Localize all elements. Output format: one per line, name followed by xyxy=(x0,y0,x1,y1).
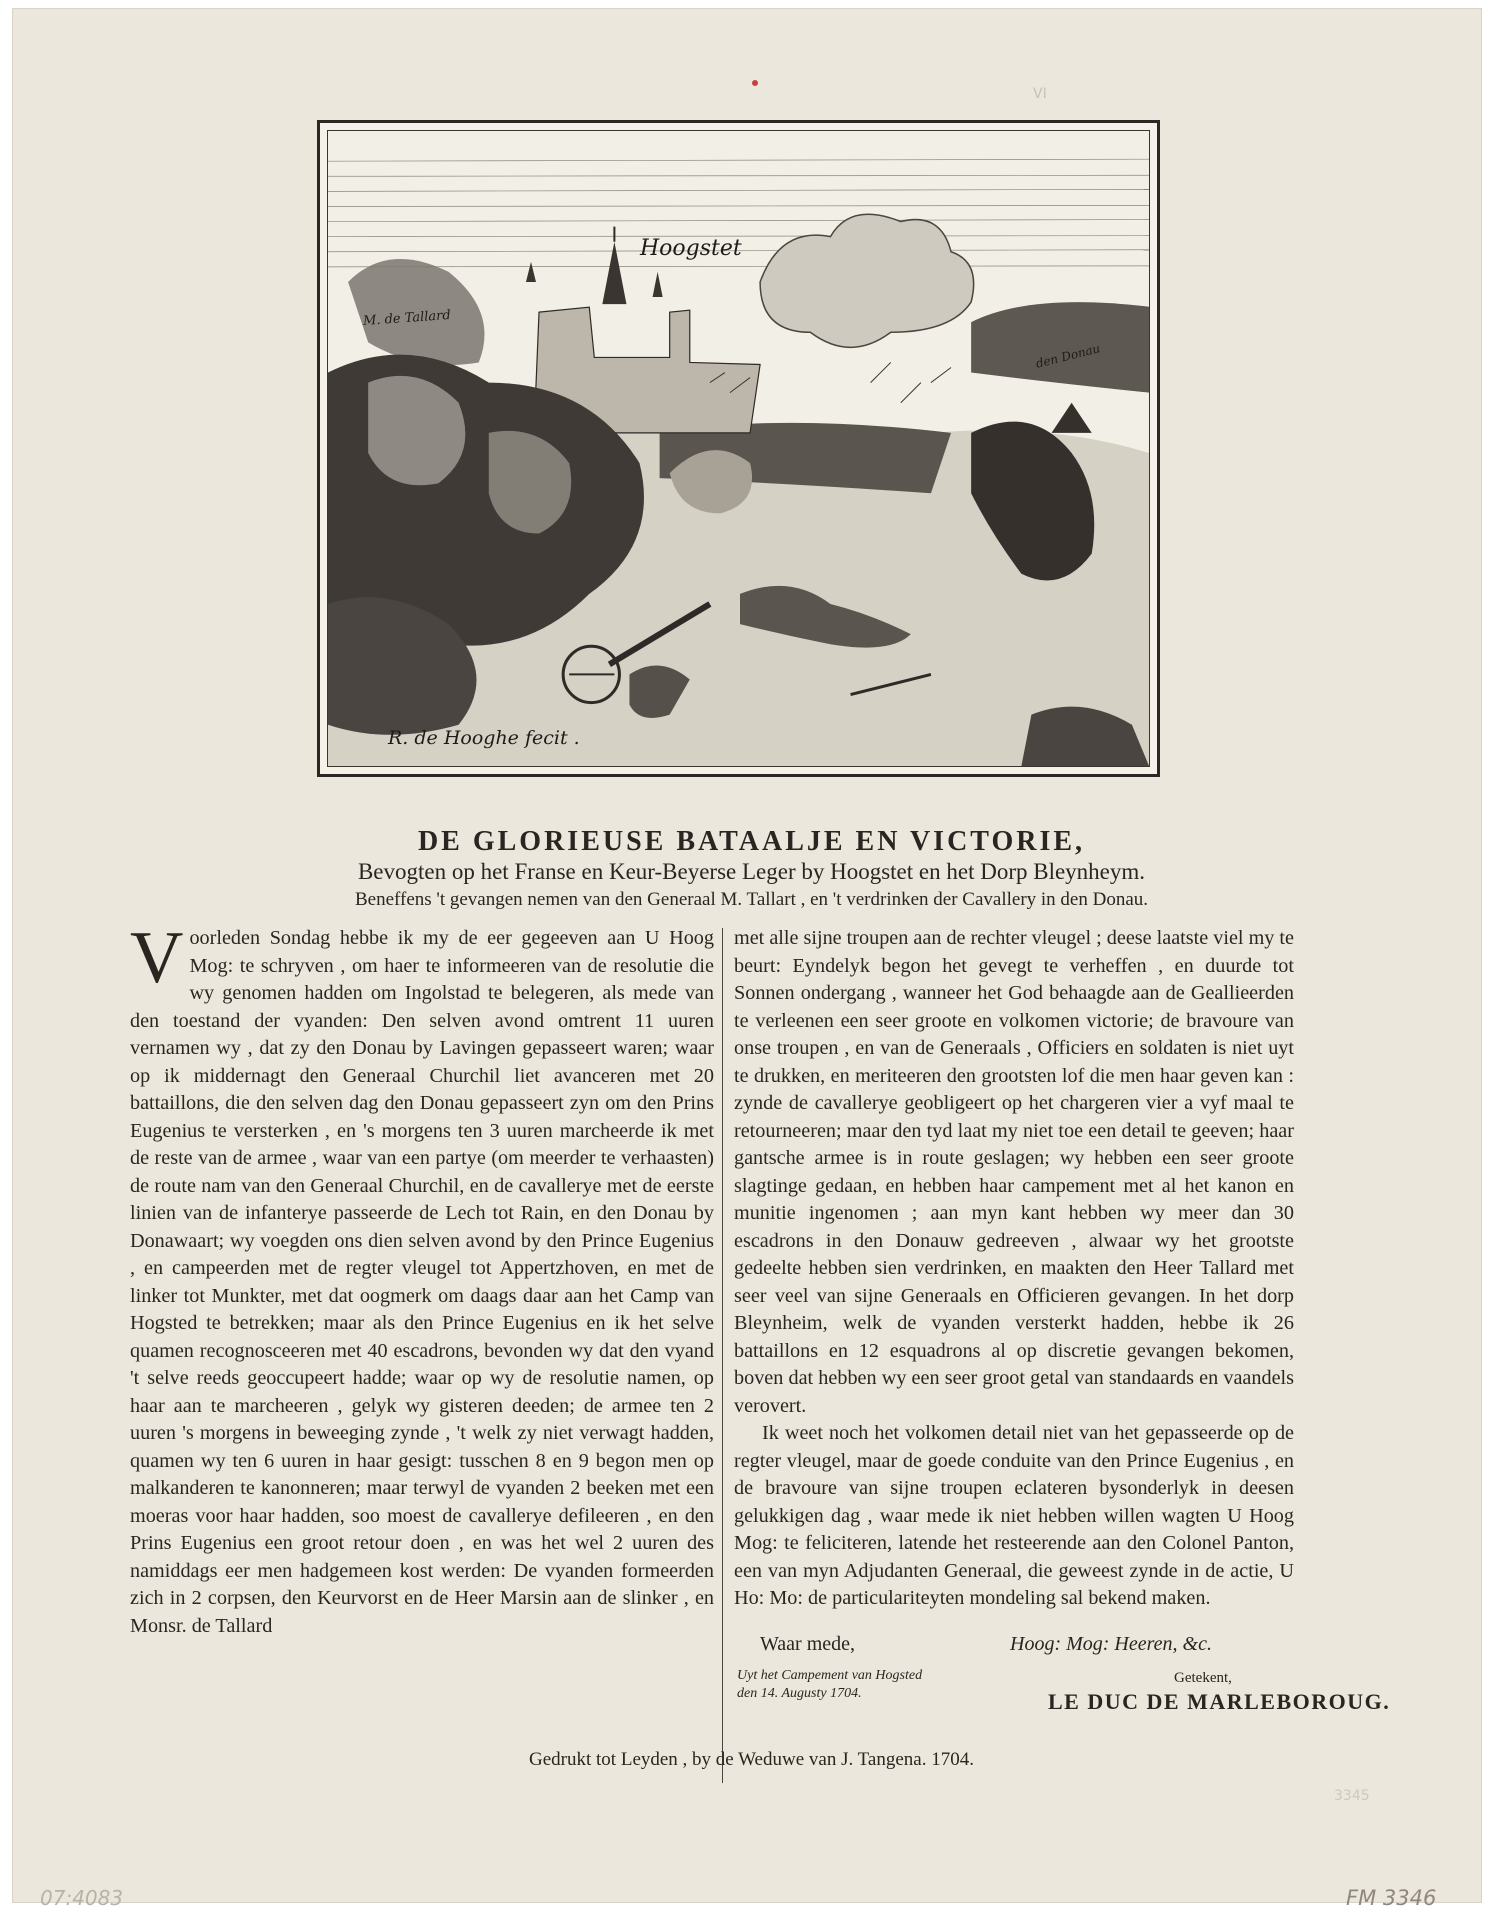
right-column-text: met alle sijne troupen aan de rechter vleugel ; deese laatste viel my te beurt: Eyndelyk begon het gevegt te verheffen , en duurde tot Sonnen ondergang , wanneer het God behaagde aan de Geallieerden te verleenen een seer groote en volkomen victorie; de bravoure van onse troupen , en van de Generaals , Officiers en soldaten is niet uyt te drukken, en meriteeren den grootsten lof die men haar geven kan : zynde de cavallerye geobligeert op het chargeren vier a vyf maal te retourneeren; maar den tyd laat my niet toe een detail te geeven; haar gantsche armee is in route geslagen; wy hebben een seer groote slagtinge gedaan, en hebben haar campement met al het kanon en munitie ingenomen ; aan myn kant hebben wy meer dan 30 escadrons in den Donauw gedreeven , alwaar wy het grootste gedeelte hebben sien verdrinken, en maakten den Heer Tallard met seer veel van sijne Generaals en Officieren gevangen. In het dorp Bleynheim, welk de vyanden versterkt hadden, hebbe ik 26 battaillons en 12 esquadrons al op discretie gevangen bekomen, boven dat hebben wy een seer groot getal van standaards en vaandels verovert. xyxy=(734,927,1294,1417)
letter-left-column xyxy=(130,917,714,1640)
subtitle: Bevogten op het Franse en Keur-Beyerse Leger by Hoogstet en het Dorp Bleynheym. xyxy=(357,859,1146,884)
pencil-mark-bottom: 3345 xyxy=(1334,1788,1370,1804)
printer-imprint: Gedrukt tot Leyden , by de Weduwe van J. Tangena. 1704. xyxy=(529,1749,974,1770)
closing-salutation: Hoog: Mog: Heeren, &c. xyxy=(1010,1633,1212,1655)
engraver-signature: R. de Hooghe fecit . xyxy=(388,727,580,749)
left-column-text: oorleden Sondag hebbe ik my de eer gegeeven aan U Hoog Mog: te schryven , om haer te informeeren van de resolutie die wy genomen hadden om Ingolstad te belegeren, als mede van den toestand der vyanden: Den selven avond omtrent 11 uuren vernamen wy , dat zy den Donau by Lavingen gepasseert waren; waar op ik middernagt den Generaal Churchil liet avanceren met 20 battaillons, die den selven dag den Donau gepasseert zyn om den Prins Eugenius te versterken , en 's morgens ten 3 uuren marcheerde ik met de reste van de armee , waar van een partye (om meerder te verhaasten) de route nam van den Generaal Churchil, en de cavallerye met de eerste linien van de infanterye passeerde de Lech tot Rain, en den Donau by Donawaart; wy voegden ons dien selven avond by den Prince Eugenius , en campeerden met de regter vleugel tot Appertzhoven, en met de linker tot Munkter, met dat oogmerk om daags daar aan het Camp van Hogsted te betrekken; maar als den Prince Eugenius en ik het selve quamen recognosceeren met 40 escadrons, bevonden wy dat den vyand 't selve reeds geoccupeert hadde; waar op wy de resolutie namen, op haar aan te marcheeren , gelyk wy gisteren deeden; de armee ten 2 uuren 's morgens in beweeging zynde , 't welk zy niet verwagt hadden, quamen wy ten 6 uuren in haar gesigt: tusschen 8 en 9 begon men op malkanderen te kanonneren; maar terwyl de vyanden 2 beeken met een moeras voor haar hadden, soo moest de cavallerye defileeren , en den Prins Eugenius een groot retour doen , en was het wel 2 uuren des namiddags eer men hadgemeen kost werden: De vyanden formeerden zich in 2 corpsen, den Keurvorst en de Heer Marsin aan de slinker , en Monsr. de Tallard xyxy=(130,927,714,1637)
right-column-paragraph-2: Ik weet noch het volkomen detail niet van het gepasseerde op de regter vleugel, maar de goede conduite van den Prince Eugenius , en de bravoure van sijne troupen eclateren bysonderlyk in deesen gelukkigen dag , waar mede ik niet hebben willen wagten U Hoog Mog: te feliciteren, latende het resteerende aan den Colonel Panton, een van myn Adjudanten Generaal, die geweest zynde in de actie, U Ho: Mo: de particulariteyten mondeling sal bekend maken. xyxy=(734,1422,1294,1609)
letter-right-column xyxy=(734,925,1294,1613)
label-donau: den Donau xyxy=(1034,341,1102,371)
inventory-number-left: 07:4083 xyxy=(40,1886,124,1910)
dateline-place: Uyt het Campement van Hogsted xyxy=(737,1668,923,1683)
dateline-date: den 14. Augusty 1704. xyxy=(737,1686,862,1701)
drop-cap: V xyxy=(130,917,184,999)
inventory-number-right: FM 3346 xyxy=(1346,1886,1437,1910)
closing-waar-mede: Waar mede, xyxy=(760,1633,855,1655)
engraving-image xyxy=(327,130,1150,767)
page-title: DE GLORIEUSE BATAALJE EN VICTORIE, xyxy=(417,826,1086,857)
engraving-plate xyxy=(317,120,1160,777)
signed-label: Getekent, xyxy=(1174,1670,1232,1686)
label-tallard: M. de Tallard xyxy=(362,307,452,330)
column-divider xyxy=(722,928,723,1783)
pencil-mark-top: VI xyxy=(1033,86,1047,102)
subtitle-secondary: Beneffens 't gevangen nemen van den Generaal M. Tallart , en 't verdrinken der Cavallery in den Donau. xyxy=(354,889,1149,910)
label-hoogstet: Hoogstet xyxy=(640,236,742,261)
ink-stain xyxy=(752,80,758,86)
dateline xyxy=(737,1667,922,1703)
battle-scene-illustration xyxy=(328,131,1149,766)
signatory-name: LE DUC DE MARLEBOROUG. xyxy=(1048,1689,1391,1714)
